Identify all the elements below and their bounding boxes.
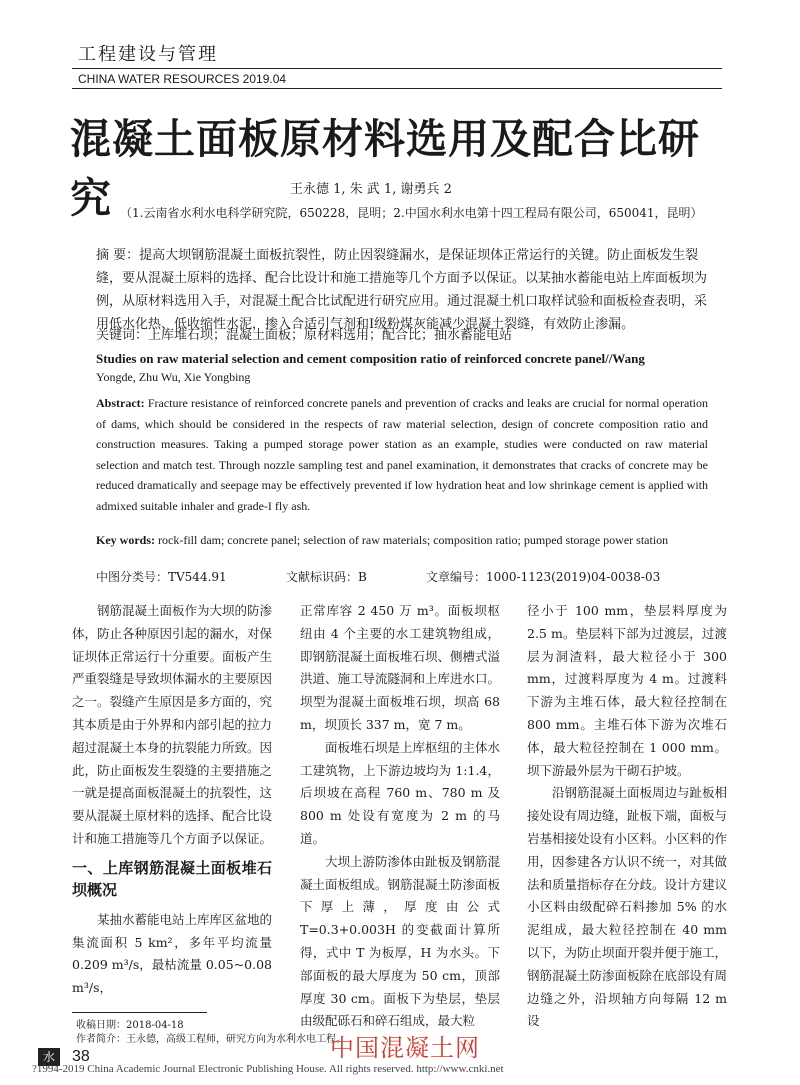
section-heading: 一、上库钢筋混凝土面板堆石坝概况 [72, 858, 272, 899]
journal-name: 工程建设与管理 [78, 44, 218, 65]
keywords-label: Key words: [96, 533, 155, 547]
english-title: Studies on raw material selection and cement composition ratio of reinforced concrete panel//Wang [96, 351, 645, 366]
page-number: 38 [72, 1048, 90, 1065]
document-code: 文献标识码：B [286, 570, 367, 584]
keywords-chinese: 关键词：上库堆石坝；混凝土面板；原材料选用；配合比；抽水蓄能电站 [96, 328, 513, 343]
copyright-line: ?1994-2019 China Academic Journal Electronic Publishing House. All rights reserved. http://www.cnki.net [32, 1063, 504, 1075]
abstract-english [96, 393, 708, 516]
body-column-2 [300, 600, 500, 1033]
affiliation: （1.云南省水利水电科学研究院，650228，昆明；2.中国水利水电第十四工程局有限公司，650041，昆明） [120, 206, 703, 220]
body-paragraph: 正常库容 2 450 万 m³。面板坝枢纽由 4 个主要的水工建筑物组成，即钢筋混凝土面板堆石坝、侧槽式溢洪道、施工导流隧洞和上库进水口。坝型为混凝土面板堆石坝，坝高 68 m，坝顶长 337 m，宽 7 m。 [300, 603, 501, 732]
body-column-3 [527, 600, 727, 1033]
body-paragraph: 钢筋混凝土面板作为大坝的防渗体，防止各种原因引起的漏水，对保证坝体正常运行十分重要。面板产生严重裂缝是导致坝体漏水的主要原因之一。裂缝产生原因是多方面的，究其本质是由于外界和内部引起的拉力超过混凝土本身的抗裂能力所致。因此，防止面板发生裂缝的主要措施之一就是提高面板混凝土的抗裂性，这要从混凝土原材料的选择、配合比设计和施工措施等几个方面予以保证。 [72, 603, 273, 846]
water-badge: 水 [38, 1048, 60, 1066]
watermark: 中国混凝土网 [330, 1034, 480, 1062]
received-date: 收稿日期：2018-04-18 [76, 1020, 184, 1031]
english-authors: Yongde, Zhu Wu, Xie Yongbing [96, 370, 251, 384]
page-title: 混凝土面板原材料选用及配合比研究 [70, 115, 700, 222]
body-paragraph: 面板堆石坝是上库枢纽的主体水工建筑物，上下游边坡均为 1:1.4，后坝坡在高程 760 m、780 m 及 800 m 处设有宽度为 2 m 的马道。 [300, 739, 501, 846]
author-note: 作者简介：王永德，高级工程师，研究方向为水利水电工程。 [76, 1034, 346, 1045]
abstract-english-text: Fracture resistance of reinforced concrete panels and prevention of cracks and leaks are crucial for normal operation of dams, which should be considered in the respects of raw material selection, design of concrete composition ratio and construction measures. Taking a pumped storage power station as an example, studies were conducted on raw material selection and match test. Through nozzle sampling test and panel examination, it demonstrates that cracks of concrete may be reduced dramatically and seepage may be effectively prevented if low hydration heat and low shrinkage cement is applied with admixed suitable inhaler and grade-I fly ash. [96, 396, 708, 513]
clc-number: 中图分类号：TV544.91 [96, 570, 227, 584]
body-paragraph: 大坝上游防渗体由趾板及钢筋混凝土面板组成。钢筋混凝土防渗面板下厚上薄，厚度由公式 T=0.3+0.003H 的变截面计算所得，式中 T 为板厚，H 为水头。下部面板的最大厚度为 50 cm，顶部厚度 30 cm。面板下为垫层，垫层由级配砾石和碎石组成，最大粒 [300, 853, 501, 1029]
classification-line [96, 568, 708, 585]
article-number: 文章编号：1000-1123(2019)04-0038-03 [426, 570, 661, 584]
keywords-english [96, 530, 708, 550]
abstract-label: Abstract: [96, 396, 145, 410]
footnote-rule [72, 1012, 207, 1013]
keywords-english-text: rock-fill dam; concrete panel; selection of raw materials; composition ratio; pumped storage power station [158, 533, 669, 547]
body-paragraph: 径小于 100 mm，垫层料厚度为 2.5 m。垫层料下部为过渡层，过渡层为洞渣料，最大粒径小于 300 mm，过渡料厚度为 4 m。过渡料下游为主堆石体，最大粒径控制在 800 mm。主堆石体下游为次堆石体，最大粒径控制在 1 000 mm。坝下游最外层为干砌石护坡。 [527, 603, 727, 778]
body-column-1 [72, 600, 272, 1000]
body-paragraph: 某抽水蓄能电站上库库区盆地的集流面积 5 km²，多年平均流量 0.209 m³/s，最枯流量 0.05~0.08 m³/s， [72, 911, 273, 996]
journal-issue: CHINA WATER RESOURCES 2019.04 [78, 72, 287, 86]
author-list: 王永德 1, 朱 武 1, 谢勇兵 2 [290, 182, 452, 197]
header-rule [72, 68, 722, 69]
abstract-chinese: 摘 要：提高大坝钢筋混凝土面板抗裂性，防止因裂缝漏水，是保证坝体正常运行的关键。防止面板发生裂缝，要从混凝土原料的选择、配合比设计和施工措施等几个方面予以保证。以某抽水蓄能电站上库面板坝为例，从原材料选用入手，对混凝土配合比试配进行研究应用。通过混凝土机口取样试验和面板检查表明，采用低水化热、低收缩性水泥，掺入合适引气剂和Ⅰ级粉煤灰能减少混凝土裂缝，有效防止渗漏。 [96, 248, 708, 332]
header-rule-lower [72, 88, 722, 89]
body-paragraph: 沿钢筋混凝土面板周边与趾板相接处设有周边缝，趾板下端，面板与岩基相接处设有小区料。小区料的作用，因参建各方认识不统一，对其做法和质量指标存在分歧。设计方建议小区料由级配碎石料掺加 5% 的水泥组成，最大粒径控制在 40 mm 以下，为防止坝面开裂并便于施工，钢筋混凝土防渗面板除在底部设有周边缝之外，沿坝轴方向每隔 12 m 设 [527, 785, 728, 1029]
